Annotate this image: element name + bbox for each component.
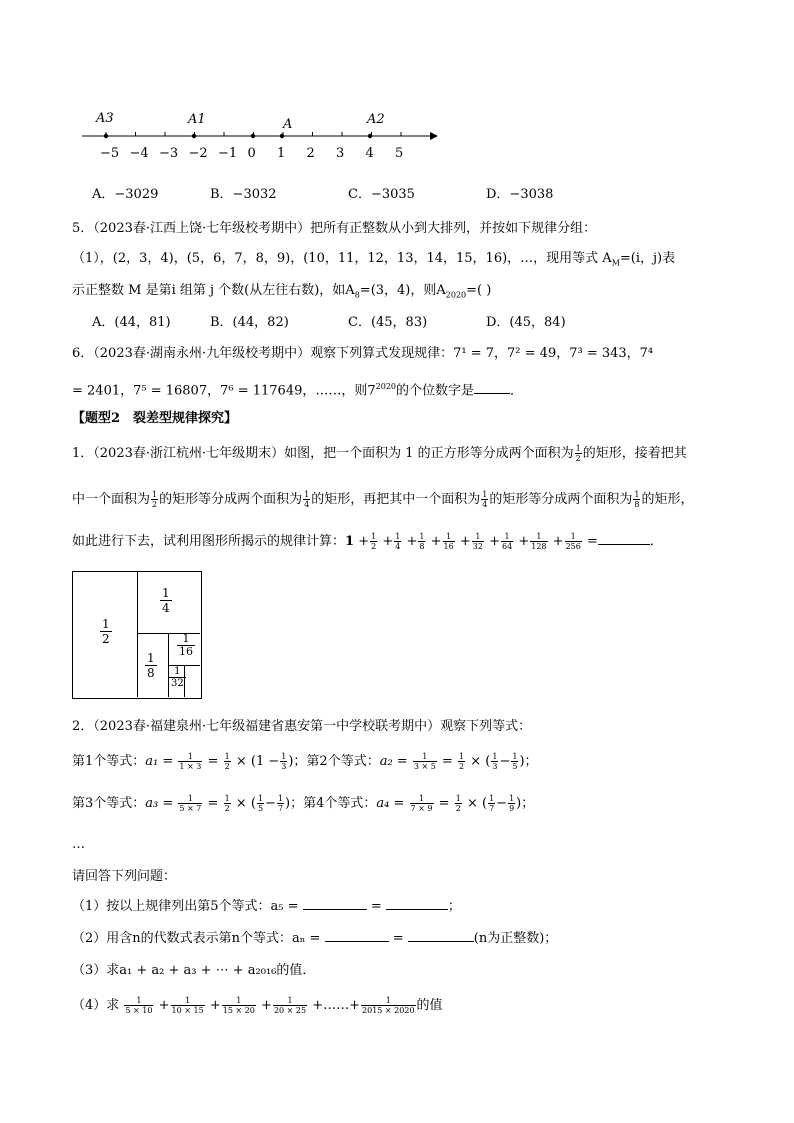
p2-ellipsis: … bbox=[72, 837, 85, 852]
tick-label: 3 bbox=[336, 146, 345, 161]
p2-sub3: （3）求a₁ + a₂ + a₃ + ⋯ + a₂₀₁₆的值． bbox=[72, 963, 316, 978]
q6-line2: = 2401，7⁵ = 16807，7⁶ = 117649，……，则$7^{2020}$的个位数字是 ． bbox=[72, 382, 524, 399]
q5-line2: （1），(2，3，4)，(5，6，7，8，9)，(10，11，12，13，14，15，16)，…，现用等式 $A_M=(i$，j)表 bbox=[72, 251, 676, 268]
p2-sub2: （2）用含n的代数式表示第n个等式：aₙ = = (n为正整数)； bbox=[72, 931, 558, 946]
p2-eq-row2: 第3个等式：a₃ = $\frac{1}{5 \times 7}$ = $\frac{1}{2}$ × ( $\frac{1}{5}$ − $\frac{1}{7}$ )；第4个等式：a₄ = $\frac{1}{7 \times 9}$ = $\frac{1}{2}$ × ( $\frac{1}{7}$ − $\frac{1}{9}$ )； bbox=[72, 794, 535, 813]
q5-line1: 5．（2023春·江西上饶·七年级校考期中）把所有正整数从小到大排列，并按如下规律分组： bbox=[72, 221, 597, 236]
q5-line3: 示正整数 M 是第i 组第 j 个数(从左往右数)，如$A_8=(3$，4)，则$A_{2020}=$( ) bbox=[72, 283, 492, 300]
q4-option-b[interactable]: B．−3032 bbox=[210, 187, 277, 202]
tick-label: −4 bbox=[129, 146, 149, 161]
q5-option-c[interactable]: C．(45，83) bbox=[348, 315, 428, 330]
point-label-a3: A3 bbox=[96, 111, 114, 126]
tick-label: −1 bbox=[218, 146, 238, 161]
point-label-a2: A2 bbox=[367, 112, 385, 127]
p2-sub4: （4）求 $\frac{1}{5 \times 10}$ + $\frac{1}{10 \times 15}$ + $\frac{1}{15 \times 20}$ + $\frac{1}{20 \times 25}$ +……+ $\frac{1}{2015 \times 2020}$ 的值 bbox=[72, 996, 443, 1015]
q4-option-d[interactable]: D．−3038 bbox=[486, 187, 554, 202]
p2-ask: 请回答下列问题： bbox=[72, 869, 177, 884]
section-title: 【题型2 裂差型规律探究】 bbox=[72, 411, 238, 426]
figure-label-thirtysecond: $\frac{1}{32}$ bbox=[171, 666, 184, 689]
tick-label: 0 bbox=[247, 146, 256, 161]
figure-label-sixteenth: $\frac{1}{16}$ bbox=[179, 632, 193, 658]
point-label-a1: A1 bbox=[188, 112, 206, 127]
p2-intro: 2．（2023春·福建泉州·七年级福建省惠安第一中学校联考期中）观察下列等式： bbox=[72, 719, 532, 734]
point-label-a: A bbox=[283, 117, 293, 132]
q4-option-a[interactable]: A．−3029 bbox=[92, 187, 159, 202]
tick-label: −5 bbox=[100, 146, 120, 161]
tick-label: 5 bbox=[395, 146, 404, 161]
q5-option-b[interactable]: B．(44，82) bbox=[210, 315, 289, 330]
p1-line2: 中一个面积为 $\frac{1}{2}$ 的矩形等分成两个面积为 $\frac{1}{4}$ 的矩形，再把其中一个面积为 $\frac{1}{4}$ 的矩形等分成两个面积为 $\frac{1}{8}$ 的矩形， bbox=[72, 490, 694, 509]
q5-option-a[interactable]: A．(44，81) bbox=[92, 315, 171, 330]
figure-label-eighth: $\frac{1}{8}$ bbox=[147, 651, 155, 680]
frac-half: $\frac{1}{2}$ bbox=[575, 444, 581, 463]
tick-label: −2 bbox=[188, 146, 208, 161]
tick-label: −3 bbox=[159, 146, 179, 161]
figure-label-quarter: $\frac{1}{4}$ bbox=[162, 586, 170, 615]
p2-eq-row1: 第1个等式：a₁ = $\frac{1}{1 \times 3}$ = $\frac{1}{2}$ × (1 − $\frac{1}{3}$ )；第2个等式：a₂ = $\frac{1}{3 \times 5}$ = $\frac{1}{2}$ × ( $\frac{1}{3}$ − $\frac{1}{5}$ )； bbox=[72, 752, 538, 771]
tick-label: 2 bbox=[306, 146, 315, 161]
p2-sub1: （1）按以上规律列出第5个等式：a₅ = = ； bbox=[72, 899, 461, 914]
p1-line3: 如此进行下去，试利用图形所揭示的规律计算：1 + $\frac{1}{2}$ + $\frac{1}{4}$ + $\frac{1}{8}$ + $\frac{1}{16}$ + $\frac{1}{32}$ + $\frac{1}{64}$ + $\frac{1}{128}$ + $\frac{1}{256}$ = ． bbox=[72, 532, 663, 551]
p1-line1: 1．（2023春·浙江杭州·七年级期末）如图，把一个面积为 1 的正方形等分成两个面积为 $\frac{1}{2}$ 的矩形，接着把其 bbox=[72, 444, 687, 463]
tick-label: 1 bbox=[277, 146, 286, 161]
figure-label-half: $\frac{1}{2}$ bbox=[102, 617, 110, 646]
q6-line1: 6．（2023春·湖南永州·九年级校考期中）观察下列算式发现规律：7¹ = 7，7² = 49，7³ = 343，7⁴ bbox=[72, 346, 654, 361]
q5-option-d[interactable]: D．(45，84) bbox=[486, 315, 566, 330]
q4-option-c[interactable]: C．−3035 bbox=[348, 187, 415, 202]
tick-label: 4 bbox=[365, 146, 374, 161]
